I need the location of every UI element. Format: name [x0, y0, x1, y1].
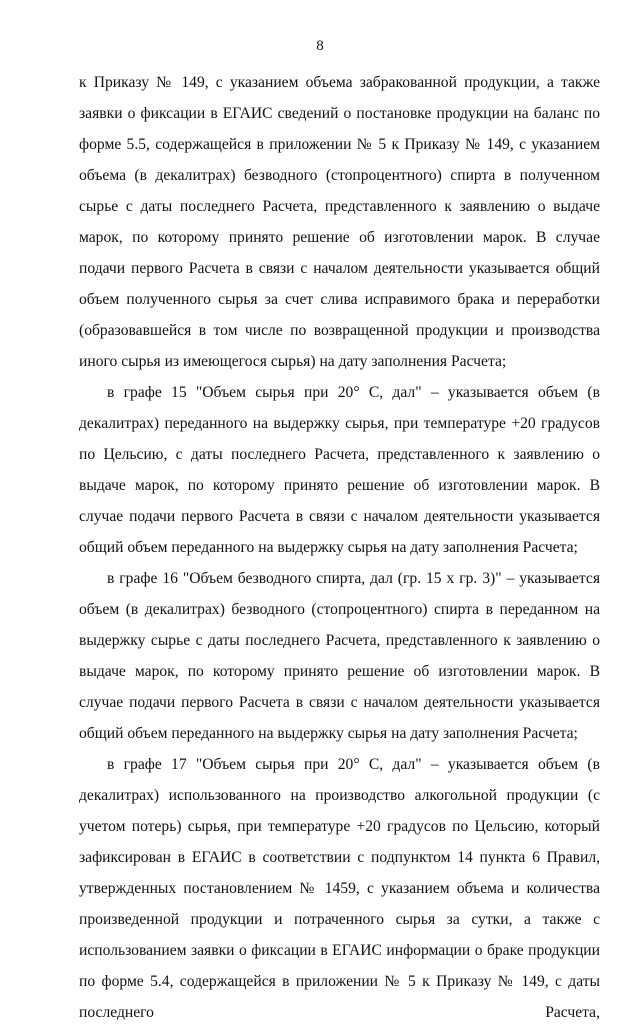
paragraph-continuation: к Приказу № 149, с указанием объема забракованной продукции, а также заявки о фиксации в ЕГАИС сведений о постановке продукции на баланс по форме 5.5, содержащейся в приложении № 5 к Приказу № 149, с указанием объема (в декалитрах) безводного (стопроцентного) спирта в полученном сырье с даты последнего Расчета, представленного к заявлению о выдаче марок, по которому принято решение об изготовлении марок. В случае подачи первого Расчета в связи с началом деятельности указывается общий объем полученного сырья за счет слива исправимого брака и переработки (образовавшейся в том числе по возвращенной продукции и производства иного сырья из имеющегося сырья) на дату заполнения Расчета; — [79, 74, 600, 370]
paragraph-column-16: в графе 16 "Объем безводного спирта, дал (гр. 15 х гр. 3)" – указывается объем (в декалитрах) безводного (стопроцентного) спирта в переданном на выдержку сырье с даты последнего Расчета, представленного к заявлению о выдаче марок, по которому принято решение об изготовлении марок. В случае подачи первого Расчета в связи с началом деятельности указывается общий объем переданного на выдержку сырья на дату заполнения Расчета; — [79, 570, 600, 742]
document-body — [79, 67, 600, 1028]
paragraph-column-15: в графе 15 "Объем сырья при 20° С, дал" – указывается объем (в декалитрах) переданного на выдержку сырья, при температуре +20 градусов по Цельсию, с даты последнего Расчета, представленного к заявлению о выдаче марок, по которому принято решение об изготовлении марок. В случае подачи первого Расчета в связи с началом деятельности указывается общий объем переданного на выдержку сырья на дату заполнения Расчета; — [79, 384, 600, 556]
paragraph-column-17: в графе 17 "Объем сырья при 20° С, дал" – указывается объем (в декалитрах) использованного на производство алкогольной продукции (с учетом потерь) сырья, при температуре +20 градусов по Цельсию, который зафиксирован в ЕГАИС в соответствии с подпунктом 14 пункта 6 Правил, утвержденных постановлением № 1459, с указанием объема и количества произведенной продукции и потраченного сырья за сутки, а также с использованием заявки о фиксации в ЕГАИС информации о браке продукции по форме 5.4, содержащейся в приложении № 5 к Приказу № 149, с даты последнего Расчета, — [79, 756, 600, 1021]
page-number: 8 — [316, 38, 324, 54]
